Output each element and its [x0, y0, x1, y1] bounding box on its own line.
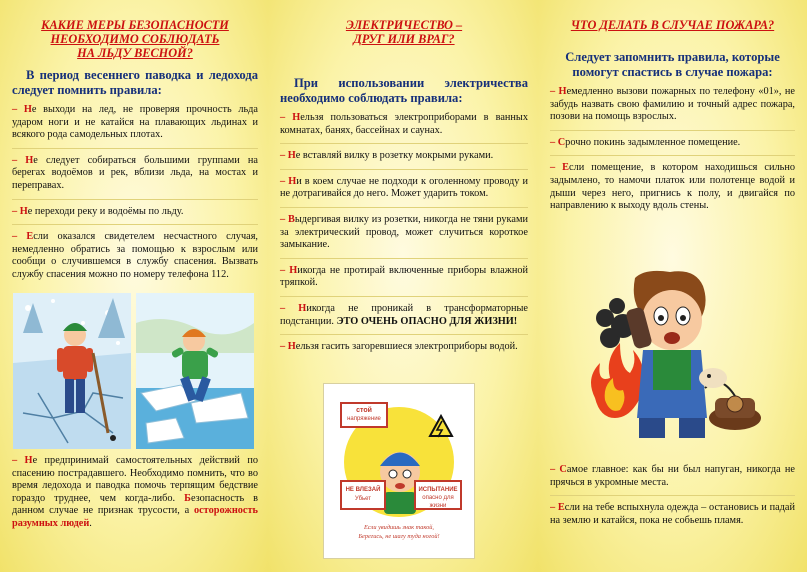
dash: –	[280, 264, 290, 276]
rule-text: е следует собираться большими группами на берегах водоёмов и рек, вблизи льда, на мостах и переправах.	[12, 154, 258, 191]
ice-rule-5	[12, 455, 258, 531]
divider	[280, 334, 528, 335]
electricity-rule-5	[280, 265, 528, 290]
rule-text: е переходи реку и водоёмы по льду.	[27, 205, 184, 217]
initial-letter: Е	[557, 502, 565, 514]
rule-text: е предпринимай самостоятельных действий по спасению пострадавшего. Необходимо помнить, что во время ледохода и паводка помочь терпящим бедствие гораздо труднее, чем когда-либо.	[12, 455, 258, 504]
ice-rule-3	[12, 206, 258, 219]
dash: –	[12, 455, 25, 466]
rule-text: е выходи на лед, не проверяя прочность льда ударом ноги и не катайся на плавающих льдинах и всякого рода самодельных плотах.	[12, 104, 258, 141]
title-line: НА ЛЬДУ ВЕСНОЙ?	[77, 46, 193, 60]
fire-safety-lead: Следует запомнить правила, которые помогут спастись в случае пожара:	[565, 50, 780, 79]
divider	[550, 130, 795, 131]
initial-letter: Е	[562, 162, 570, 174]
dash: –	[280, 112, 293, 123]
initial-letter: Н	[25, 154, 34, 166]
stop-voltage-sign	[340, 402, 388, 428]
child-on-ice-illustration	[13, 293, 131, 449]
fire-rule-2	[550, 137, 795, 150]
initial-letter: С	[557, 136, 566, 148]
divider	[280, 258, 528, 259]
title-line: ЭЛЕКТРИЧЕСТВО –	[345, 18, 463, 32]
initial-letter: Н	[19, 205, 28, 217]
fire-rule-3	[550, 162, 795, 212]
initial-letter: Е	[26, 231, 34, 243]
electricity-rule-4	[280, 214, 528, 252]
fire-rule-4	[550, 464, 795, 489]
dash: –	[550, 136, 558, 148]
initial-letter: Н	[289, 264, 298, 276]
ice-rule-1	[12, 104, 258, 142]
initial-letter: В	[288, 213, 295, 225]
rule-text: .	[89, 517, 92, 529]
divider	[280, 296, 528, 297]
sign-text: Убьет	[354, 496, 372, 502]
fire-rule-1	[550, 86, 795, 124]
fire-rule-5	[550, 502, 795, 527]
rule-text: рочно покинь задымленное помещение.	[565, 136, 741, 148]
rule-text: ельзя пользоваться электроприборами в ванных комнатах, банях, бассейнах и саунах.	[280, 112, 528, 136]
rule-text: сли помещение, в котором находишься сильно задымлено, то намочи платок или полотенце водой и дыши через него, пригнись к полу, и двигайся по направлению к выходу вдоль стены.	[550, 162, 795, 212]
rule-text: икогда не протирай включенные приборы влажной тряпкой.	[280, 264, 528, 289]
rule-text: амое главное: как бы ни был напуган, никогда не прячься в укромные места.	[550, 464, 795, 488]
title-line: НЕОБХОДИМО СОБЛЮДАТЬ	[50, 32, 220, 46]
initial-letter: Н	[23, 104, 32, 115]
rule-text: езопасность в данном случае не признак трусости, а	[12, 492, 258, 517]
initial-letter: Н	[287, 341, 296, 353]
poster-caption	[328, 523, 470, 541]
title-line: ДРУГ ИЛИ ВРАГ?	[353, 32, 455, 46]
electricity-rule-1	[280, 112, 528, 137]
sign-text: ИСПЫТАНИЕ	[418, 487, 458, 493]
initial-letter: Н	[288, 175, 297, 187]
electricity-poster	[323, 383, 475, 559]
rule-text: сли оказался свидетелем несчастного случая, немедленно обратись за помощью к взрослым или сообщи о случившемся в службу спасения. Вызвать службу спасения можно по номеру телефона 112.	[12, 231, 258, 280]
initial-letter: Б	[184, 492, 191, 504]
frightened-boy-with-fire-illustration	[575, 268, 775, 448]
divider	[12, 148, 258, 149]
initial-letter: Н	[292, 112, 301, 123]
highlighted-phrase: осторожность разумных людей	[12, 505, 258, 529]
dash: –	[550, 464, 560, 475]
ice-rule-2	[12, 155, 258, 193]
electricity-rule-6	[280, 303, 528, 328]
initial-letter: Н	[24, 455, 33, 466]
electricity-rule-3	[280, 176, 528, 201]
dash: –	[280, 150, 288, 162]
dash: –	[550, 86, 559, 97]
dash: –	[12, 104, 24, 115]
child-on-ice-floe-illustration	[136, 293, 254, 449]
divider	[280, 143, 528, 144]
warning-caps: ЭТО ОЧЕНЬ ОПАСНО ДЛЯ ЖИЗНИ!	[336, 315, 518, 327]
fire-bottom-text	[550, 464, 795, 564]
divider	[280, 207, 528, 208]
title-line: КАКИЕ МЕРЫ БЕЗОПАСНОСТИ	[41, 18, 229, 32]
dash: –	[12, 205, 20, 217]
dash: –	[280, 213, 288, 225]
sign-text: напряжение	[347, 416, 381, 422]
electricity-title	[280, 18, 528, 46]
fire-safety-title: ЧТО ДЕЛАТЬ В СЛУЧАЕ ПОЖАРА?	[570, 18, 775, 32]
dash: –	[280, 175, 289, 187]
ice-safety-title	[12, 18, 258, 60]
divider	[12, 224, 258, 225]
initial-letter: Н	[298, 302, 307, 314]
caption-line: Если увидишь знак такой,	[364, 524, 434, 531]
divider	[550, 495, 795, 496]
ice-rule-4	[12, 231, 258, 281]
electricity-lead: При использовании электричества необходимо соблюдать правила:	[280, 76, 528, 105]
initial-letter: С	[559, 464, 567, 475]
sign-text: стой	[356, 407, 372, 414]
electricity-rule-7	[280, 341, 528, 354]
rule-text: икогда не проникай в трансформаторные подстанции.	[280, 302, 528, 327]
divider	[12, 199, 258, 200]
sign-text: опасно для жизни	[422, 495, 454, 509]
electricity-rule-2	[280, 150, 528, 163]
divider	[280, 169, 528, 170]
testing-sign	[414, 480, 462, 510]
rule-text: ыдергивая вилку из розетки, никогда не тяни руками за электрический провод, может случиться короткое замыкание.	[280, 213, 528, 251]
dash: –	[12, 154, 26, 166]
dash: –	[280, 341, 288, 353]
rule-text: сли на тебе вспыхнула одежда – остановись и падай на землю и катайся, пока не собьешь пламя.	[550, 502, 795, 526]
rule-text: емедленно вызови пожарных по телефону «01», не забудь назвать свою фамилию и точный адрес пожара, позови на помощь взрослых.	[550, 86, 795, 123]
caption-line: Берегись, не шагу туда ногой!	[358, 533, 440, 540]
rule-text: ельзя гасить загоревшиеся электроприборы водой.	[295, 341, 518, 353]
dash: –	[280, 302, 299, 314]
initial-letter: Н	[558, 86, 567, 97]
ice-bottom-text	[12, 455, 258, 565]
sign-text: НЕ ВЛЕЗАЙ	[345, 487, 381, 493]
initial-letter: Н	[287, 150, 296, 162]
divider	[550, 155, 795, 156]
dash: –	[550, 162, 563, 174]
do-not-climb-sign	[340, 480, 386, 510]
dash: –	[550, 502, 558, 514]
ice-safety-lead: В период весеннего паводка и ледохода следует помнить правила:	[12, 68, 258, 97]
dash: –	[12, 231, 27, 243]
rule-text: е вставляй вилку в розетку мокрыми руками.	[295, 150, 494, 162]
rule-text: и в коем случае не подходи к оголенному проводу и не дотрагивайся до него. Может ударить током.	[280, 175, 529, 200]
